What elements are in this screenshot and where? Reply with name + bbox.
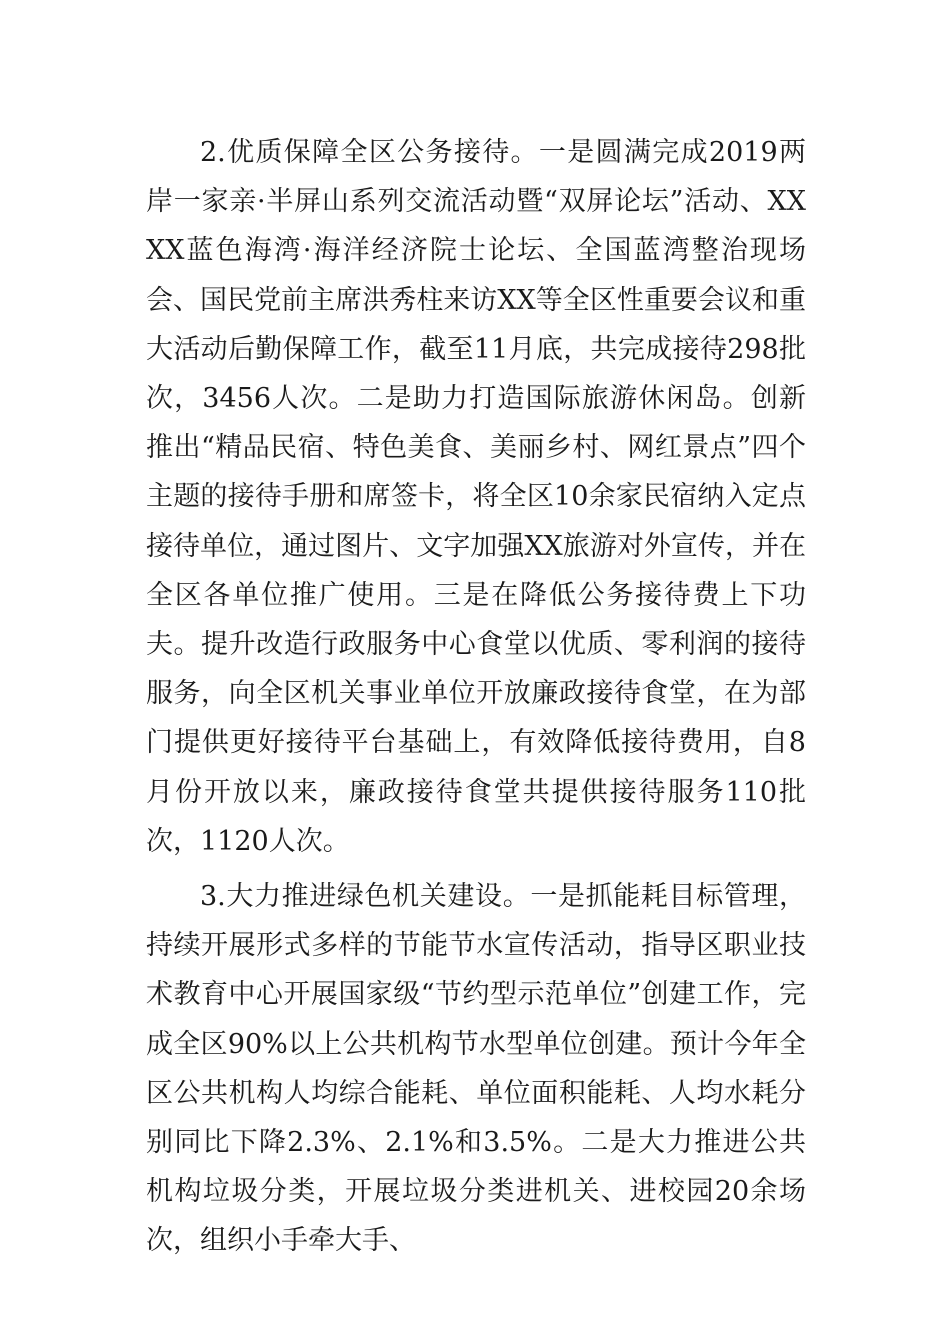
paragraph-green-office: 3.大力推进绿色机关建设。一是抓能耗目标管理，持续开展形式多样的节能节水宣传活动，指导区职业技术教育中心开展国家级“节约型示范单位”创建工作，完成全区90%以上公共机构节水型单位创建。预计今年全区公共机构人均综合能耗、单位面积能耗、人均水耗分别同比下降2.3%、2.1%和3.5%。二是大力推进公共机构垃圾分类，开展垃圾分类进机关、进校园20余场次，组织小手牵大手、 bbox=[146, 881, 806, 1257]
paragraph-reception: 2.优质保障全区公务接待。一是圆满完成2019两岸一家亲·半屏山系列交流活动暨“双屏论坛”活动、XXXX蓝色海湾·海洋经济院士论坛、全国蓝湾整治现场会、国民党前主席洪秀柱来访XX等全区性重要会议和重大活动后勤保障工作，截至11月底，共完成接待298批次，3456人次。二是助力打造国际旅游休闲岛。创新推出“精品民宿、特色美食、美丽乡村、网红景点”四个主题的接待手册和席签卡，将全区10余家民宿纳入定点接待单位，通过图片、文字加强XX旅游对外宣传，并在全区各单位推广使用。三是在降低公务接待费上下功夫。提升改造行政服务中心食堂以优质、零利润的接待服务，向全区机关事业单位开放廉政接待食堂，在为部门提供更好接待平台基础上，有效降低接待费用，自8月份开放以来，廉政接待食堂共提供接待服务110批次，1120人次。 bbox=[146, 137, 806, 857]
